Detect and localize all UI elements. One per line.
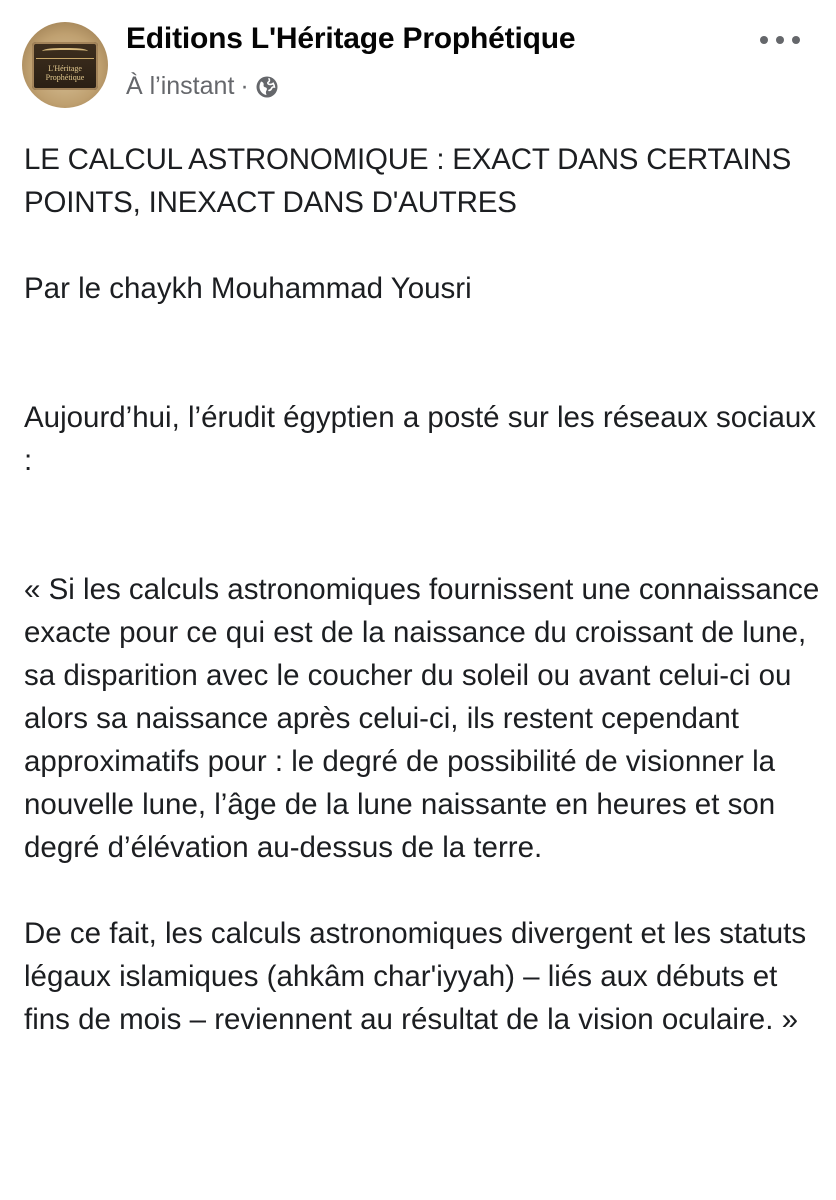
post-title: LE CALCUL ASTRONOMIQUE : EXACT DANS CERTAINS POINTS, INEXACT DANS D'AUTRES	[24, 143, 792, 219]
post-timestamp[interactable]: À l’instant	[126, 72, 235, 100]
post-meta	[126, 72, 279, 101]
page-avatar[interactable]	[22, 22, 108, 108]
globe-icon[interactable]	[255, 75, 279, 99]
more-options-icon-dot	[792, 36, 800, 44]
more-options-icon	[760, 36, 768, 44]
page-name-link[interactable]: Editions L'Héritage Prophétique	[126, 22, 576, 55]
more-options-icon-dot	[776, 36, 784, 44]
post-intro: Aujourd’hui, l’érudit égyptien a posté sur les réseaux sociaux :	[24, 401, 817, 477]
post-quote-paragraph-2: De ce fait, les calculs astronomiques divergent et les statuts légaux islamiques (ahkâm char'iyyah) – liés aux débuts et fins de mois – reviennent au résultat de la vision oculaire. »	[24, 917, 807, 1036]
post-header	[0, 0, 836, 120]
post-body	[24, 138, 824, 1041]
post-byline: Par le chaykh Mouhammad Yousri	[24, 272, 472, 305]
avatar-logo-text: L'Héritage Prophétique	[45, 64, 85, 82]
meta-separator: ·	[240, 72, 249, 100]
post-quote-paragraph-1: « Si les calculs astronomiques fournissent une connaissance exacte pour ce qui est de la naissance du croissant de lune, sa disparition avec le coucher du soleil ou avant celui-ci ou alors sa naissance après celui-ci, ils restent cependant approximatifs pour : le degré de possibilité de visionner la nouvelle lune, l’âge de la lune naissante en heures et son degré d’élévation au-dessus de la terre.	[24, 573, 820, 864]
avatar-arabic-calligraphy	[36, 46, 94, 59]
more-options-button[interactable]	[760, 28, 800, 52]
